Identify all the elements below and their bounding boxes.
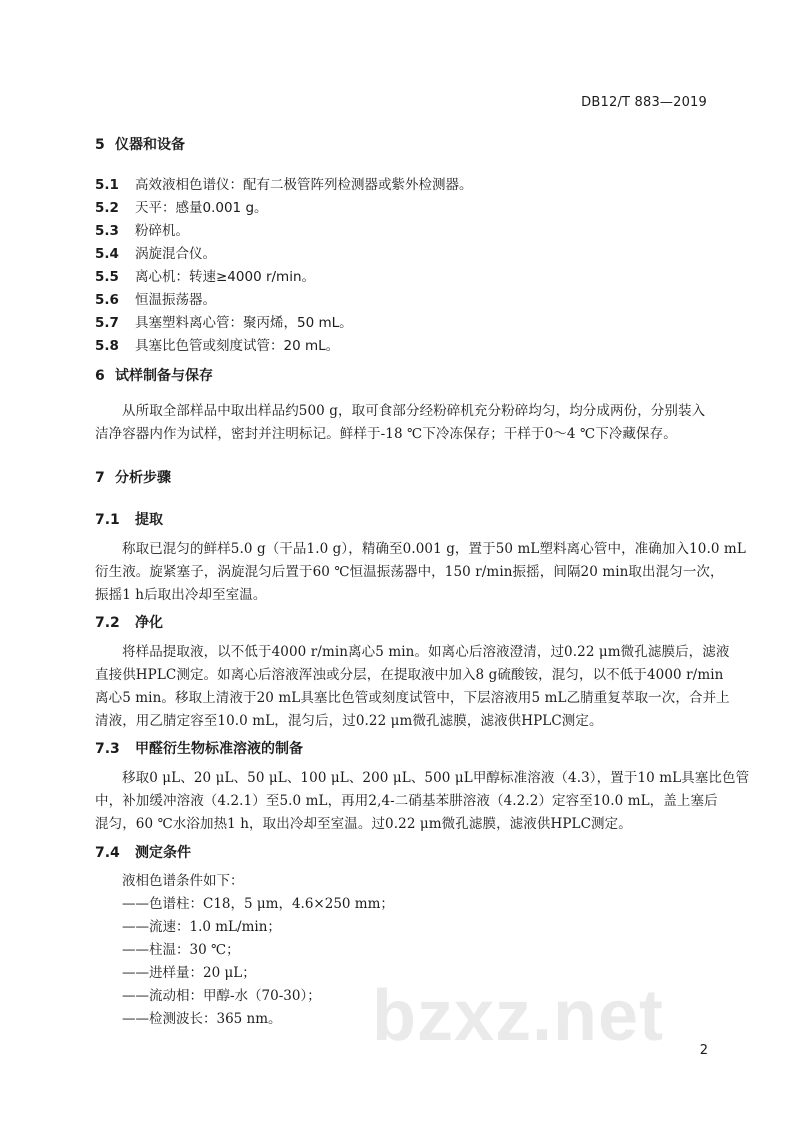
paragraph: [95, 400, 725, 446]
paragraph: [95, 538, 746, 607]
watermark: bzxz.net: [372, 976, 665, 1056]
item-number: 5.4: [95, 246, 119, 262]
condition-item: ——色谱柱：C18，5 μm，4.6×250 mm；: [122, 896, 394, 912]
item-number: 5.6: [95, 292, 119, 308]
item-number: 5.3: [95, 223, 119, 239]
paragraph-line: 从所取全部样品中取出样品约500 g，取可食部分经粉碎机充分粉碎均匀，均分成两份，分别装入: [122, 403, 706, 419]
list-item: [95, 219, 189, 239]
subsection-title: 净化: [135, 615, 163, 631]
list-item: [95, 196, 268, 216]
section-title: 试样制备与保存: [115, 368, 213, 384]
condition-item: ——检测波长：365 nm。: [122, 1011, 282, 1027]
list-item: [95, 242, 216, 262]
subsection-number: 7.3: [95, 741, 120, 757]
subsection-heading-7-1: [95, 509, 163, 529]
section-heading-6: [95, 365, 213, 385]
paragraph-line: 中，补加缓冲溶液（4.2.1）至5.0 mL，再用2,4-二硝基苯肼溶液（4.2.2）定容至10.0 mL，盖上塞后: [95, 793, 718, 809]
paragraph-line: 混匀，60 ℃水浴加热1 h，取出冷却至室温。过0.22 μm微孔滤膜，滤液供HPLC测定。: [95, 816, 632, 832]
page-number: 2: [699, 1043, 708, 1058]
section-heading-7: [95, 467, 171, 487]
item-text: 离心机：转速≥4000 r/min。: [135, 269, 316, 285]
condition-item: ——进样量：20 μL；: [122, 965, 256, 981]
item-text: 粉碎机。: [135, 223, 189, 239]
paragraph-line: 移取0 μL、20 μL、50 μL、100 μL、200 μL、500 μL甲醇标准溶液（4.3），置于10 mL具塞比色管: [122, 770, 750, 786]
item-number: 5.1: [95, 177, 119, 193]
subsection-title: 提取: [135, 512, 163, 528]
item-text: 具塞比色管或刻度试管：20 mL。: [135, 338, 340, 354]
subsection-number: 7.4: [95, 845, 120, 861]
paragraph: [95, 767, 750, 836]
condition-item: ——流动相：甲醇-水（70-30）；: [122, 988, 321, 1004]
list-item: [95, 265, 315, 285]
condition-item: ——柱温：30 ℃；: [122, 942, 240, 958]
paragraph-line: 直接供HPLC测定。如离心后溶液浑浊或分层，在提取液中加入8 g硫酸铵，混匀，以不低于4000 r/min: [95, 667, 724, 683]
section-title: 仪器和设备: [115, 137, 185, 153]
subsection-title: 甲醛衍生物标准溶液的制备: [135, 741, 303, 757]
item-number: 5.2: [95, 200, 119, 216]
subsection-title: 测定条件: [135, 845, 191, 861]
item-text: 天平：感量0.001 g。: [135, 200, 268, 216]
paragraph-line: 将样品提取液，以不低于4000 r/min离心5 min。如离心后溶液澄清，过0.22 μm微孔滤膜后，滤液: [122, 644, 730, 660]
paragraph: [95, 641, 730, 733]
paragraph-line: 衍生液。旋紧塞子，涡旋混匀后置于60 ℃恒温振荡器中，150 r/min振摇，间隔20 min取出混匀一次，: [95, 564, 724, 580]
condition-item: ——流速：1.0 mL/min；: [122, 919, 281, 935]
section-number: 5: [95, 137, 105, 153]
paragraph-line: 清液，用乙腈定容至10.0 mL，混匀后，过0.22 μm微孔滤膜，滤液供HPLC测定。: [95, 713, 603, 729]
subsection-number: 7.2: [95, 615, 120, 631]
item-text: 涡旋混合仪。: [135, 246, 216, 262]
section-number: 7: [95, 470, 105, 486]
item-number: 5.5: [95, 269, 119, 285]
subsection-heading-7-2: [95, 612, 163, 632]
list-item: [95, 288, 216, 308]
conditions-intro: 液相色谱条件如下：: [122, 873, 244, 889]
item-text: 高效液相色谱仪：配有二极管阵列检测器或紫外检测器。: [135, 177, 473, 193]
list-item: [95, 311, 353, 331]
paragraph-line: 洁净容器内作为试样，密封并注明标记。鲜样于-18 ℃下冷冻保存；干样于0～4 ℃下冷藏保存。: [95, 426, 677, 442]
item-number: 5.7: [95, 315, 119, 331]
section-number: 6: [95, 368, 105, 384]
item-text: 恒温振荡器。: [135, 292, 216, 308]
paragraph-line: 离心5 min。移取上清液于20 mL具塞比色管或刻度试管中，下层溶液用5 mL乙腈重复萃取一次，合并上: [95, 690, 730, 706]
section-heading-5: [95, 134, 185, 154]
standard-code: DB12/T 883—2019: [581, 95, 707, 110]
subsection-heading-7-3: [95, 738, 303, 758]
list-item: [95, 334, 339, 354]
subsection-heading-7-4: [95, 842, 191, 862]
item-text: 具塞塑料离心管：聚丙烯，50 mL。: [135, 315, 353, 331]
paragraph-line: 振摇1 h后取出冷却至室温。: [95, 587, 267, 603]
list-item: [95, 173, 473, 193]
section-title: 分析步骤: [115, 470, 171, 486]
subsection-number: 7.1: [95, 512, 120, 528]
paragraph-line: 称取已混匀的鲜样5.0 g（干品1.0 g），精确至0.001 g，置于50 mL塑料离心管中，准确加入10.0 mL: [122, 541, 746, 557]
item-number: 5.8: [95, 338, 119, 354]
